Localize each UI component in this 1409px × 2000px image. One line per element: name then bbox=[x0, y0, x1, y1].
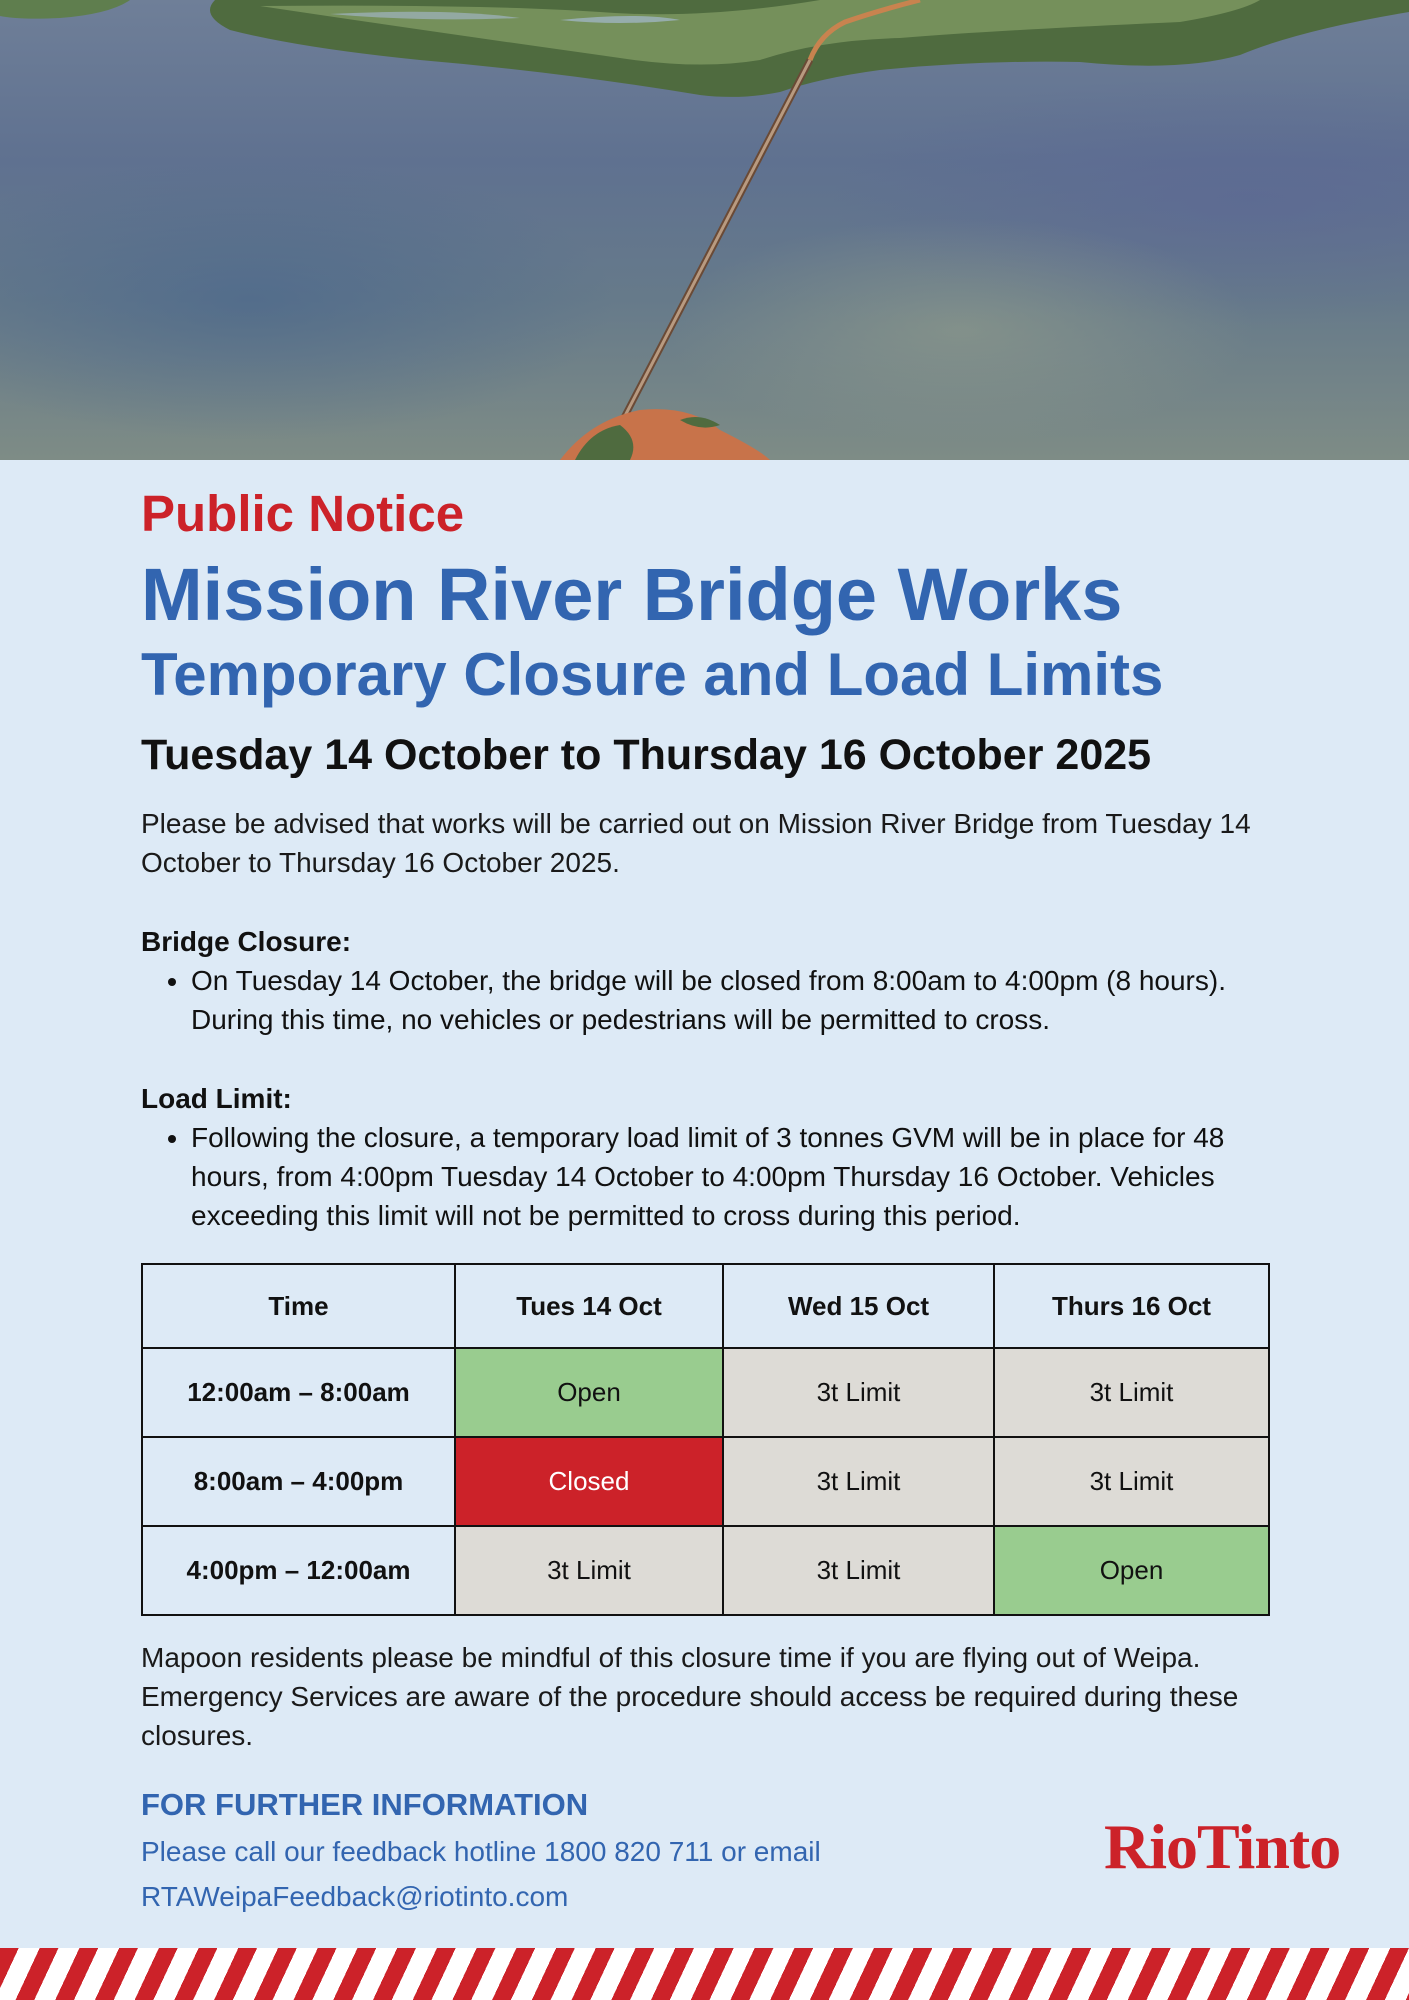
time-cell: 12:00am – 8:00am bbox=[142, 1348, 455, 1437]
header-wed: Wed 15 Oct bbox=[723, 1264, 994, 1348]
notice-content bbox=[141, 460, 1271, 1919]
hero-photo-bridge bbox=[0, 0, 1409, 460]
status-cell: Closed bbox=[455, 1437, 723, 1526]
table-row bbox=[142, 1348, 1269, 1437]
header-thurs: Thurs 16 Oct bbox=[994, 1264, 1269, 1348]
status-cell: 3t Limit bbox=[723, 1526, 994, 1615]
rio-tinto-logo: RioTinto bbox=[1104, 1811, 1341, 1882]
page-title: Mission River Bridge Works bbox=[141, 553, 1123, 637]
load-limit-list bbox=[141, 1118, 1271, 1235]
residents-note: Mapoon residents please be mindful of this closure time if you are flying out of Weipa. Emergency Services are aware of the procedure should access be required during these closures. bbox=[141, 1642, 1239, 1752]
intro-paragraph: Please be advised that works will be carried out on Mission River Bridge from Tuesday 14 October to Thursday 16 October 2025. bbox=[141, 808, 1251, 879]
table-row bbox=[142, 1437, 1269, 1526]
bridge-closure-bullet: • On Tuesday 14 October, the bridge will be closed from 8:00am to 4:00pm (8 hours). During this time, no vehicles or pedestrians will be permitted to cross. bbox=[191, 961, 1271, 1039]
time-cell: 8:00am – 4:00pm bbox=[142, 1437, 455, 1526]
time-cell: 4:00pm – 12:00am bbox=[142, 1526, 455, 1615]
bridge-closure-list bbox=[141, 961, 1271, 1039]
table-row bbox=[142, 1526, 1269, 1615]
load-limit-heading: Load Limit: bbox=[141, 1083, 292, 1115]
status-cell: 3t Limit bbox=[455, 1526, 723, 1615]
status-cell: 3t Limit bbox=[994, 1437, 1269, 1526]
date-range-heading: Tuesday 14 October to Thursday 16 October 2025 bbox=[141, 730, 1152, 779]
header-tues: Tues 14 Oct bbox=[455, 1264, 723, 1348]
table-header-row bbox=[142, 1264, 1269, 1348]
further-info-heading: FOR FURTHER INFORMATION bbox=[141, 1787, 589, 1823]
notice-kicker: Public Notice bbox=[141, 485, 465, 542]
load-limit-bullet: • Following the closure, a temporary load limit of 3 tonnes GVM will be in place for 48 hours, from 4:00pm Tuesday 14 October to 4:00pm Thursday 16 October. Vehicles exceeding this limit will not be permitted to cross during this period. bbox=[191, 1118, 1271, 1235]
status-cell: 3t Limit bbox=[723, 1437, 994, 1526]
status-cell: Open bbox=[994, 1526, 1269, 1615]
status-cell: 3t Limit bbox=[723, 1348, 994, 1437]
aerial-bridge-illustration bbox=[0, 0, 1409, 460]
status-cell: 3t Limit bbox=[994, 1348, 1269, 1437]
page-subtitle: Temporary Closure and Load Limits bbox=[141, 641, 1164, 709]
bridge-closure-heading: Bridge Closure: bbox=[141, 926, 352, 958]
header-time: Time bbox=[142, 1264, 455, 1348]
status-cell: Open bbox=[455, 1348, 723, 1437]
schedule-table bbox=[141, 1263, 1270, 1616]
hazard-stripe-border bbox=[0, 1948, 1409, 2000]
further-info-text[interactable]: Please call our feedback hotline 1800 820 711 or email RTAWeipaFeedback@riotinto.com bbox=[141, 1836, 821, 1913]
